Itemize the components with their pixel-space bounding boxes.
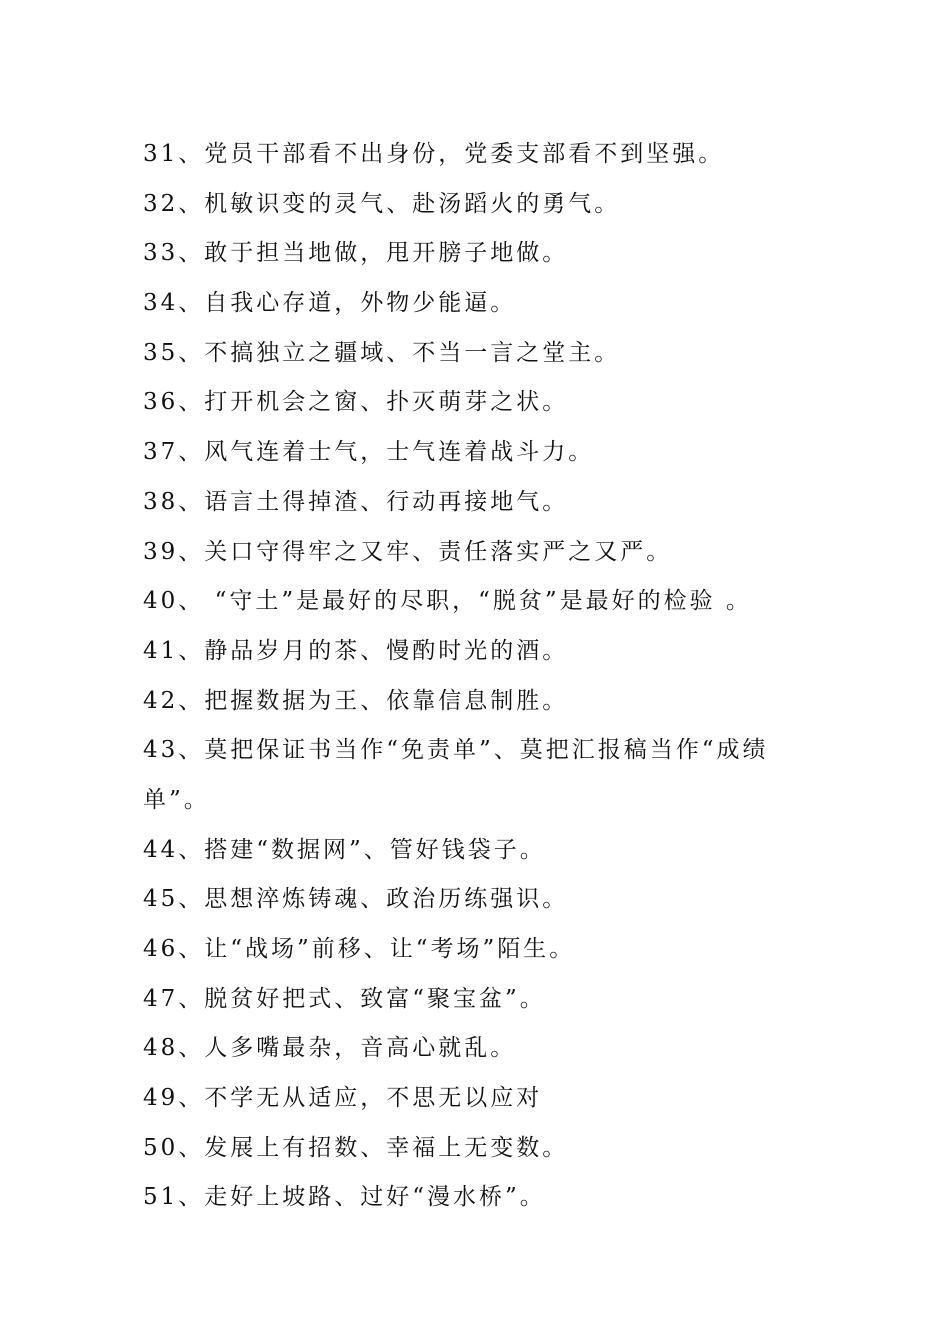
text-line-37: 37、风气连着士气，士气连着战斗力。 xyxy=(143,439,595,466)
text-line-49: 49、不学无从适应，不思无以应对 xyxy=(143,1085,543,1112)
text-line-51: 51、走好上坡路、过好“漫水桥”。 xyxy=(143,1184,546,1211)
text-line-38: 38、语言土得掉渣、行动再接地气。 xyxy=(143,488,569,515)
document-body xyxy=(143,130,823,1223)
text-line-32: 32、机敏识变的灵气、赴汤蹈火的勇气。 xyxy=(143,190,621,217)
text-line-46: 46、让“战场”前移、让“考场”陌生。 xyxy=(143,936,576,962)
text-line-35: 35、不搞独立之疆域、不当一言之堂主。 xyxy=(143,339,621,366)
text-line-33: 33、敢于担当地做，甩开膀子地做。 xyxy=(143,240,569,267)
text-line-40: 40、 “守土”是最好的尽职，“脱贫”是最好的检验 。 xyxy=(143,588,752,615)
text-line-45: 45、思想淬炼铸魂、政治历练强识。 xyxy=(143,886,569,913)
text-line-34: 34、自我心存道，外物少能逼。 xyxy=(143,290,517,317)
text-line-50: 50、发展上有招数、幸福上无变数。 xyxy=(143,1134,569,1161)
text-line-36: 36、打开机会之窗、扑灭萌芽之状。 xyxy=(143,389,569,416)
text-line-47: 47、脱贫好把式、致富“聚宝盆”。 xyxy=(143,985,546,1012)
text-line-48: 48、人多嘴最杂，音高心就乱。 xyxy=(143,1035,517,1062)
text-line-43-continued: 单”。 xyxy=(143,786,210,813)
text-line-44: 44、搭建“数据网”、管好钱袋子。 xyxy=(143,836,546,863)
text-line-39: 39、关口守得牢之又牢、责任落实严之又严。 xyxy=(143,538,673,565)
text-line-42: 42、把握数据为王、依靠信息制胜。 xyxy=(143,687,569,714)
text-line-41: 41、静品岁月的茶、慢酌时光的酒。 xyxy=(143,637,569,664)
text-line-31: 31、党员干部看不出身份，党委支部看不到坚强。 xyxy=(143,141,725,167)
text-line-43: 43、莫把保证书当作“免责单”、莫把汇报稿当作“成绩 xyxy=(143,737,769,764)
